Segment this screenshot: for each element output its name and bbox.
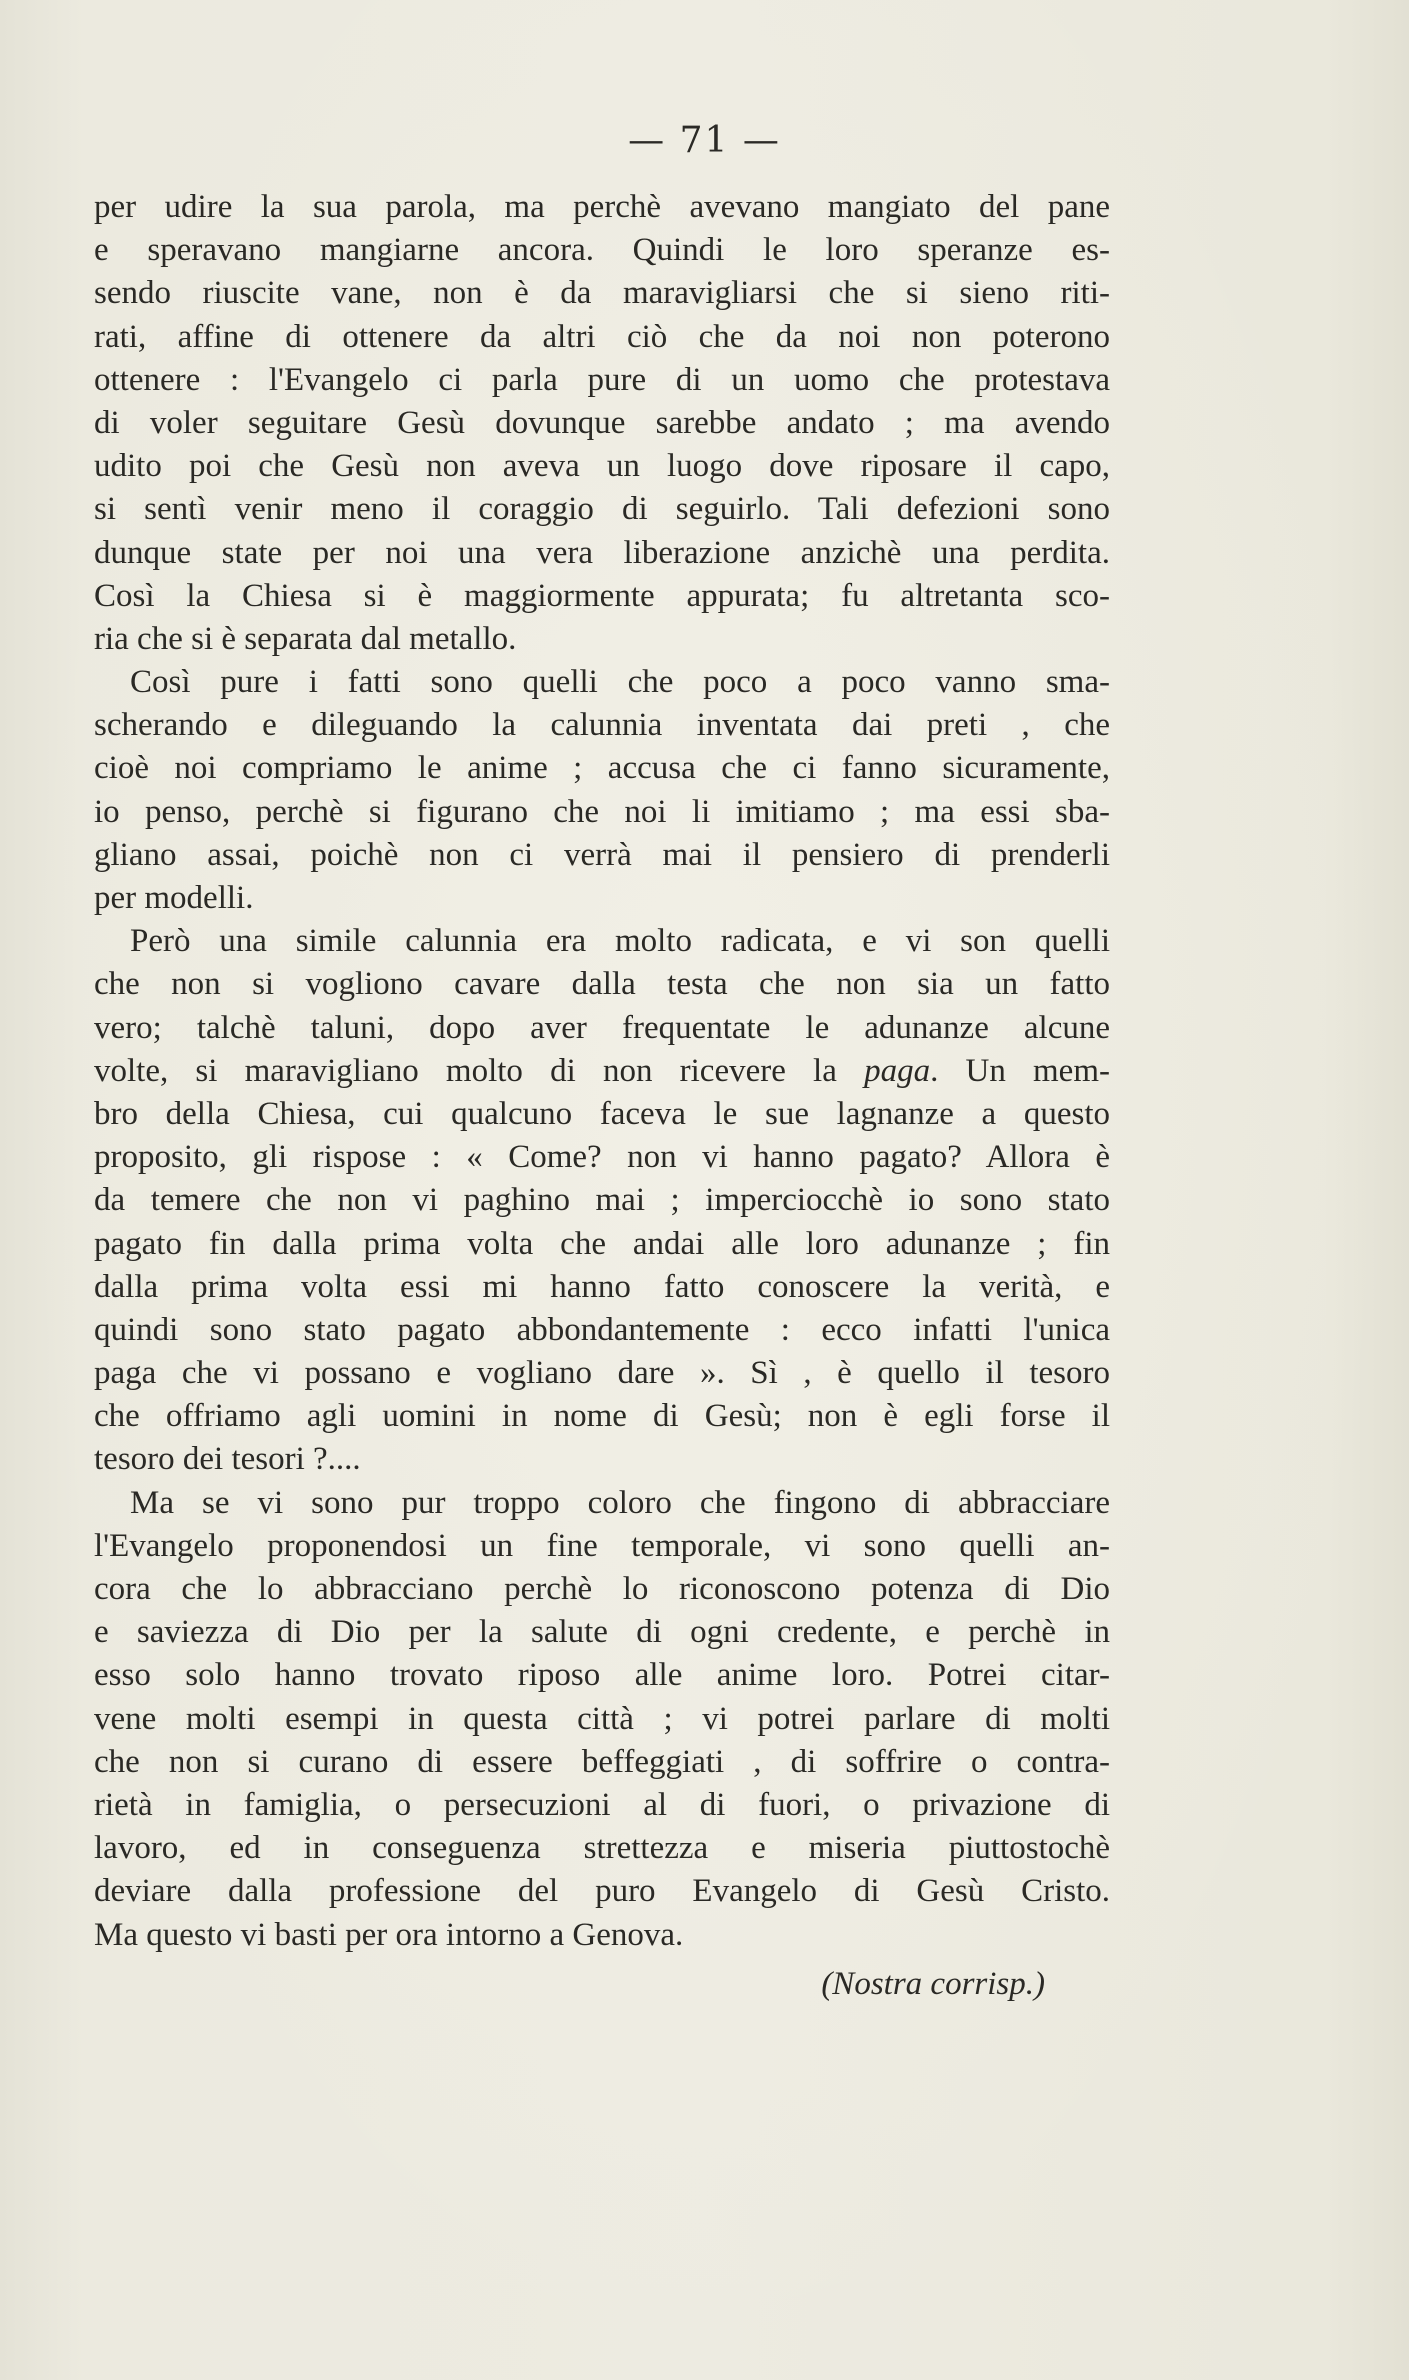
text-line: gliano assai, poichè non ci verrà mai il pensiero di prenderli (94, 836, 1110, 873)
text-line: paga che vi possano e vogliano dare ». Sì , è quello il tesoro (94, 1355, 1110, 1392)
text-line: si sentì venir meno il coraggio di seguirlo. Tali defezioni sono (94, 491, 1110, 528)
text-line: ria che si è separata dal metallo. (94, 620, 517, 657)
text-line: scherando e dileguando la calunnia inventata dai preti , che (94, 707, 1110, 744)
text-line: proposito, gli rispose : « Come? non vi hanno pagato? Allora è (94, 1139, 1110, 1176)
text-line: Ma se vi sono pur troppo coloro che fingono di abbracciare (130, 1484, 1110, 1521)
signature: (Nostra corrisp.) (821, 1966, 1045, 2002)
text-line: io penso, perchè si figurano che noi li imitiamo ; ma essi sba- (94, 793, 1110, 830)
text-line: esso solo hanno trovato riposo alle anime loro. Potrei citar- (94, 1657, 1110, 1694)
text-line: Però una simile calunnia era molto radicata, e vi son quelli (130, 923, 1110, 960)
text-line: tesoro dei tesori ?.... (94, 1441, 361, 1478)
text-line: ottenere : l'Evangelo ci parla pure di un uomo che protestava (94, 361, 1110, 398)
text-line: deviare dalla professione del puro Evangelo di Gesù Cristo. (94, 1873, 1110, 1910)
text-line: di voler seguitare Gesù dovunque sarebbe andato ; ma avendo (94, 404, 1110, 441)
text-line: per modelli. (94, 880, 254, 916)
text-line: cioè noi compriamo le anime ; accusa che ci fanno sicuramente, (94, 750, 1110, 787)
text-line: per udire la sua parola, ma perchè avevano mangiato del pane (94, 189, 1110, 225)
text-line: udito poi che Gesù non aveva un luogo dove riposare il capo, (94, 448, 1110, 485)
text-line: vene molti esempi in questa città ; vi potrei parlare di molti (94, 1700, 1110, 1737)
text-line: Ma questo vi basti per ora intorno a Genova. (94, 1916, 684, 1953)
text-line: l'Evangelo proponendosi un fine temporale, vi sono quelli an- (94, 1527, 1110, 1564)
text-line: che non si curano di essere beffeggiati , di soffrire o contra- (94, 1743, 1110, 1780)
text-line: che offriamo agli uomini in nome di Gesù; non è egli forse il (94, 1398, 1110, 1435)
text-line: lavoro, ed in conseguenza strettezza e miseria piuttostochè (94, 1830, 1110, 1867)
text-line: vero; talchè taluni, dopo aver frequentate le adunanze alcune (94, 1009, 1110, 1046)
text-fragment: . Un mem- (930, 1052, 1110, 1089)
text-line: e speravano mangiarne ancora. Quindi le loro speranze es- (94, 232, 1110, 269)
text-line: sendo riuscite vane, non è da maravigliarsi che si sieno riti- (94, 275, 1110, 312)
text-fragment: volte, si maravigliano molto di non ricevere la (94, 1052, 865, 1089)
text-line: cora che lo abbracciano perchè lo riconoscono potenza di Dio (94, 1571, 1110, 1607)
text-line: dunque state per noi una vera liberazione anzichè una perdita. (94, 534, 1110, 571)
text-line: rietà in famiglia, o persecuzioni al di fuori, o privazione di (94, 1786, 1110, 1823)
text-line: quindi sono stato pagato abbondantemente : ecco infatti l'unica (94, 1311, 1110, 1348)
text-line: rati, affine di ottenere da altri ciò che da noi non poterono (94, 318, 1110, 355)
text-line: da temere che non vi paghino mai ; imperciocchè io sono stato (94, 1182, 1110, 1219)
text-line: Così pure i fatti sono quelli che poco a poco vanno sma- (130, 664, 1110, 701)
text-line: che non si vogliono cavare dalla testa che non sia un fatto (94, 966, 1110, 1003)
text-line: dalla prima volta essi mi hanno fatto conoscere la verità, e (94, 1268, 1110, 1305)
text-line: bro della Chiesa, cui qualcuno faceva le sue lagnanze a questo (94, 1095, 1110, 1132)
body-text (94, 186, 1110, 1957)
text-line (94, 1050, 1110, 1093)
text-line: Così la Chiesa si è maggiormente appurata; fu altretanta sco- (94, 577, 1110, 614)
text-line: pagato fin dalla prima volta che andai alle loro adunanze ; fin (94, 1225, 1110, 1262)
text-line: e saviezza di Dio per la salute di ogni credente, e perchè in (94, 1614, 1110, 1651)
page-number: — 71 — (628, 120, 781, 161)
italic-word: paga (864, 1052, 931, 1089)
